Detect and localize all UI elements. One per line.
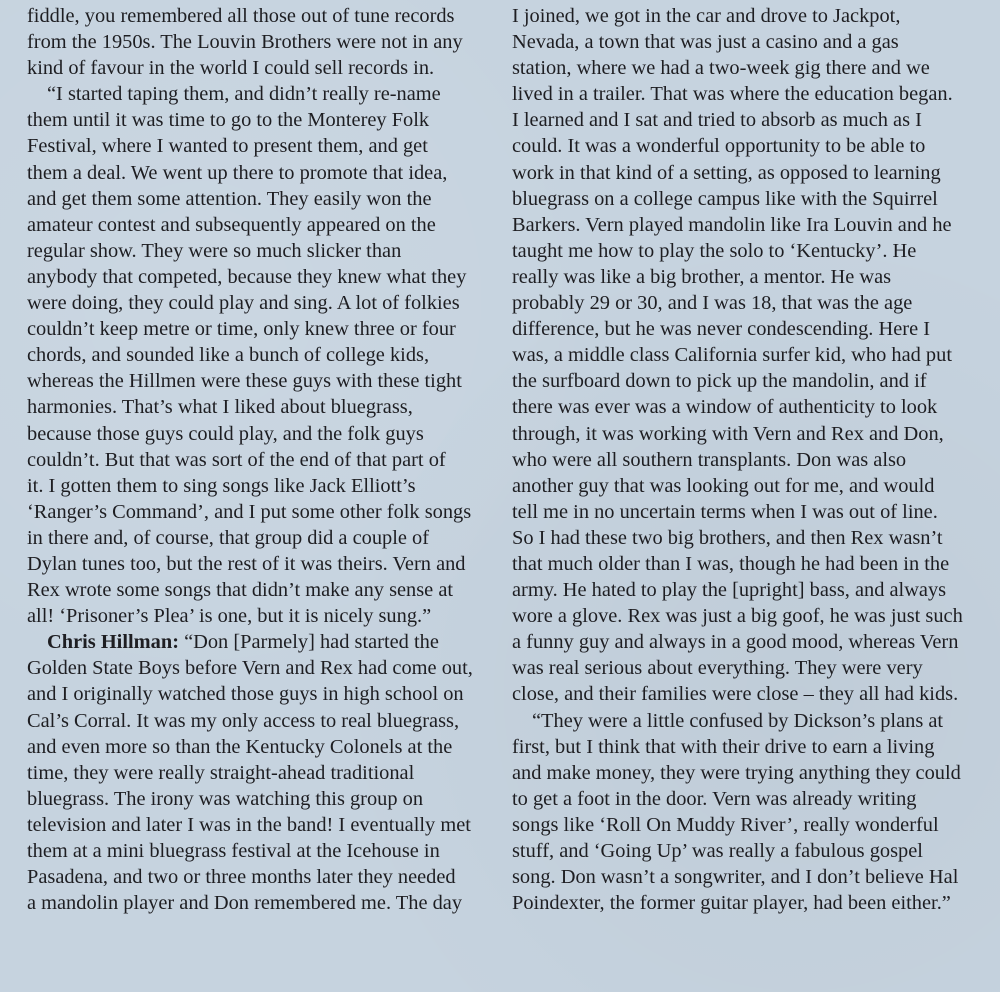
speaker-name: Chris Hillman:	[47, 631, 179, 654]
text-line: fiddle, you remembered all those out of tune records	[27, 5, 455, 27]
text-line: to get a foot in the door. Vern was already writing	[512, 787, 917, 810]
speaker-line	[27, 629, 499, 655]
text-line: and get them some attention. They easily won the	[27, 187, 432, 210]
paragraph-first-line: “They were a little confused by Dickson’s plans at	[532, 709, 944, 732]
text-line: amateur contest and subsequently appeared on the	[27, 213, 436, 236]
text-line: station, where we had a two-week gig there and we	[512, 57, 930, 80]
text-line: Barkers. Vern played mandolin like Ira Louvin and he	[512, 213, 952, 236]
text-line: the surfboard down to pick up the mandolin, and if	[512, 370, 927, 393]
text-line: bluegrass. The irony was watching this group on	[27, 787, 424, 810]
text-line: I learned and I sat and tried to absorb as much as I	[512, 109, 922, 132]
text-line: that much older than I was, though he had been in the	[512, 552, 950, 575]
text-line: from the 1950s. The Louvin Brothers were not in any	[27, 31, 463, 54]
left-column	[27, 3, 499, 916]
text-line: all! ‘Prisoner’s Plea’ is one, but it is nicely sung.”	[27, 605, 432, 628]
text-line: song. Don wasn’t a songwriter, and I don’t believe Hal	[512, 866, 959, 889]
text-line: difference, but he was never condescending. Here I	[512, 318, 931, 341]
text-line: songs like ‘Roll On Muddy River’, really wonderful	[512, 813, 939, 836]
text-line: them until it was time to go to the Monterey Folk	[27, 109, 430, 132]
text-line: could. It was a wonderful opportunity to be able to	[512, 135, 926, 158]
text-line: army. He hated to play the [upright] bass, and always	[512, 579, 947, 602]
text-line: through, it was working with Vern and Rex and Don,	[512, 422, 944, 445]
text-line: couldn’t keep metre or time, only knew three or four	[27, 318, 456, 341]
text-line: a funny guy and always in a good mood, whereas Vern	[512, 631, 959, 654]
text-line: Cal’s Corral. It was my only access to real bluegrass,	[27, 709, 460, 732]
text-line: Poindexter, the former guitar player, had been either.”	[512, 892, 951, 915]
text-line: first, but I think that with their drive to earn a living	[512, 735, 935, 758]
text-line: and make money, they were trying anything they could	[512, 761, 961, 784]
text-line: really was like a big brother, a mentor. He was	[512, 265, 892, 288]
text-line: them at a mini bluegrass festival at the Icehouse in	[27, 840, 440, 862]
text-line: and even more so than the Kentucky Colonels at the	[27, 735, 453, 758]
text-line: Pasadena, and two or three months later they needed	[27, 866, 456, 889]
right-column	[512, 3, 998, 916]
text-line: a mandolin player and Don remembered me. The day	[27, 892, 463, 915]
text-line: ‘Ranger’s Command’, and I put some other folk songs	[27, 500, 472, 523]
text-line: wore a glove. Rex was just a big goof, he was just such	[512, 605, 963, 628]
text-line: couldn’t. But that was sort of the end of that part of	[27, 448, 446, 471]
text-line: was, a middle class California surfer kid, who had put	[512, 344, 952, 367]
text-line: television and later I was in the band! I eventually met	[27, 813, 471, 836]
text-line: harmonies. That’s what I liked about bluegrass,	[27, 396, 413, 419]
text-line: chords, and sounded like a bunch of college kids,	[27, 344, 430, 367]
text-line: because those guys could play, and the folk guys	[27, 422, 424, 445]
paragraph-first-line: “I started taping them, and didn’t really re-name	[47, 83, 441, 106]
text-line: in there and, of course, that group did a couple of	[27, 526, 430, 549]
text-line: lived in a trailer. That was where the education began.	[512, 83, 953, 106]
speaker-quote-start: “Don [Parmely] had started the	[178, 631, 439, 654]
text-line: another guy that was looking out for me, and would	[512, 474, 935, 497]
text-line: there was ever was a window of authenticity to look	[512, 396, 938, 419]
text-line: anybody that competed, because they knew what they	[27, 265, 467, 288]
text-line: it. I gotten them to sing songs like Jack Elliott’s	[27, 474, 416, 497]
text-line: Nevada, a town that was just a casino and a gas	[512, 31, 899, 54]
text-line: kind of favour in the world I could sell records in.	[27, 57, 435, 80]
text-line: whereas the Hillmen were these guys with these tight	[27, 370, 462, 393]
text-line: I joined, we got in the car and drove to Jackpot,	[512, 5, 901, 27]
text-line: Festival, where I wanted to present them, and get	[27, 135, 428, 158]
text-line: who were all southern transplants. Don was also	[512, 448, 907, 471]
text-line: stuff, and ‘Going Up’ was really a fabulous gospel	[512, 840, 923, 862]
text-line: regular show. They were so much slicker than	[27, 239, 402, 262]
text-line: time, they were really straight-ahead traditional	[27, 761, 415, 784]
text-line: So I had these two big brothers, and then Rex wasn’t	[512, 526, 943, 549]
text-line: Dylan tunes too, but the rest of it was theirs. Vern and	[27, 552, 466, 575]
text-line: was real serious about everything. They were very	[512, 657, 923, 680]
text-line: were doing, they could play and sing. A lot of folkies	[27, 292, 460, 315]
text-line: probably 29 or 30, and I was 18, that was the age	[512, 292, 913, 315]
text-line: Rex wrote some songs that didn’t make any sense at	[27, 579, 454, 602]
text-line: them a deal. We went up there to promote that idea,	[27, 161, 448, 184]
text-line: and I originally watched those guys in high school on	[27, 683, 464, 706]
text-line: work in that kind of a setting, as opposed to learning	[512, 161, 941, 184]
text-line: bluegrass on a college campus like with the Squirrel	[512, 187, 938, 210]
text-line: Golden State Boys before Vern and Rex had come out,	[27, 657, 473, 680]
text-line: close, and their families were close – they all had kids.	[512, 683, 959, 706]
text-line: taught me how to play the solo to ‘Kentucky’. He	[512, 239, 917, 262]
text-line: tell me in no uncertain terms when I was out of line.	[512, 500, 938, 523]
